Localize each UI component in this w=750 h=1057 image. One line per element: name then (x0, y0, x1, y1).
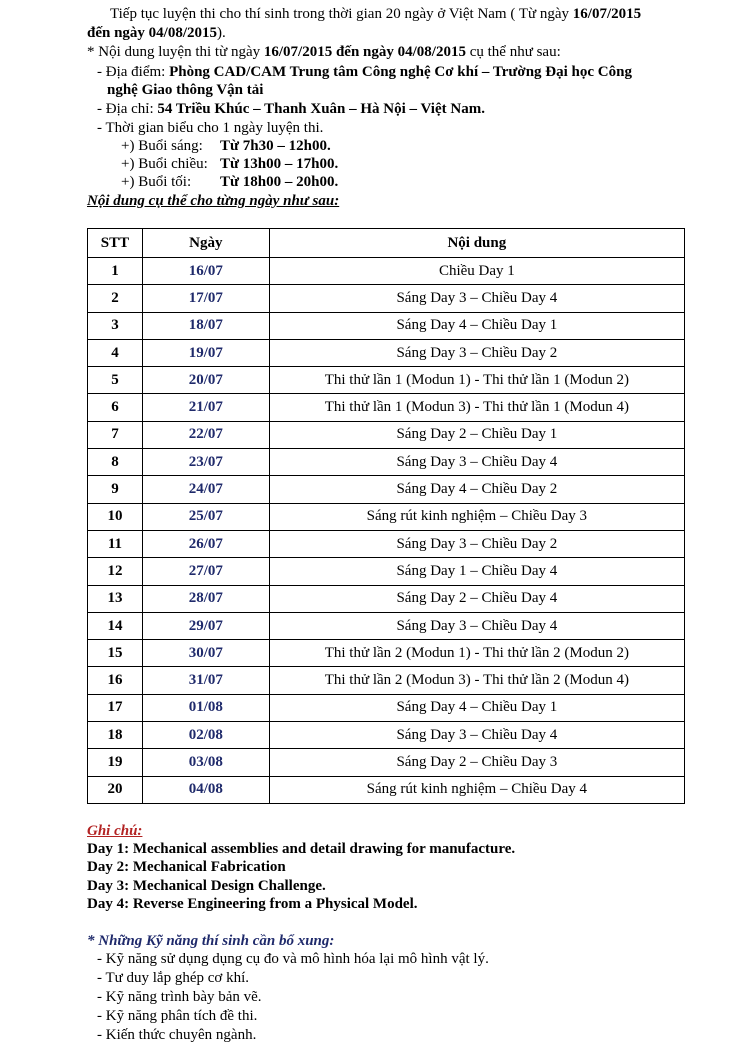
row-content: Thi thử lần 2 (Modun 1) - Thi thử lần 2 (Modun 2) (269, 640, 684, 667)
row-content: Sáng rút kinh nghiệm – Chiều Day 4 (269, 776, 684, 803)
row-content: Thi thử lần 2 (Modun 3) - Thi thử lần 2 (Modun 4) (269, 667, 684, 694)
row-content: Sáng Day 4 – Chiều Day 2 (269, 476, 684, 503)
table-row (88, 339, 685, 366)
timetable-title: - Thời gian biểu cho 1 ngày luyện thi. (97, 120, 324, 136)
note-day-3: Day 3: Mechanical Design Challenge. (87, 878, 326, 894)
session-label: +) Buổi sáng: (121, 138, 203, 154)
row-stt: 10 (88, 503, 143, 530)
row-date: 02/08 (142, 722, 269, 749)
skill-item: - Kiến thức chuyên ngành. (97, 1027, 257, 1043)
row-date: 27/07 (142, 558, 269, 585)
row-date: 25/07 (142, 503, 269, 530)
table-row (88, 558, 685, 585)
row-content: Sáng Day 3 – Chiều Day 2 (269, 530, 684, 557)
table-row (88, 394, 685, 421)
row-stt: 9 (88, 476, 143, 503)
row-date: 22/07 (142, 421, 269, 448)
row-content: Thi thử lần 1 (Modun 1) - Thi thử lần 1 (Modun 2) (269, 367, 684, 394)
row-date: 16/07 (142, 258, 269, 285)
row-date: 18/07 (142, 312, 269, 339)
intro-end-date: đến ngày 04/08/2015 (87, 25, 218, 41)
table-row (88, 640, 685, 667)
skill-item: - Kỹ năng phân tích đề thi. (97, 1008, 258, 1024)
row-content: Sáng Day 2 – Chiều Day 4 (269, 585, 684, 612)
note-day-2: Day 2: Mechanical Fabrication (87, 859, 286, 875)
session-afternoon (121, 155, 338, 173)
table-row (88, 421, 685, 448)
row-content: Thi thử lần 1 (Modun 3) - Thi thử lần 1 (Modun 4) (269, 394, 684, 421)
row-stt: 15 (88, 640, 143, 667)
session-morning (121, 137, 331, 155)
skill-item: - Kỹ năng trình bày bản vẽ. (97, 989, 262, 1005)
address-label: - Địa chỉ: (97, 101, 158, 117)
row-stt: 17 (88, 694, 143, 721)
table-row (88, 367, 685, 394)
row-date: 04/08 (142, 776, 269, 803)
row-stt: 20 (88, 776, 143, 803)
session-label: +) Buổi chiều: (121, 156, 208, 172)
row-date: 01/08 (142, 694, 269, 721)
row-content: Sáng rút kinh nghiệm – Chiều Day 3 (269, 503, 684, 530)
location-label: - Địa điểm: (97, 64, 170, 80)
intro-close: ). (217, 25, 226, 41)
schedule-heading: Nội dung cụ thể cho từng ngày như sau: (87, 193, 340, 209)
row-stt: 18 (88, 722, 143, 749)
session-evening (121, 173, 338, 191)
table-row (88, 612, 685, 639)
header-content: Nội dung (269, 229, 684, 258)
row-date: 19/07 (142, 339, 269, 366)
row-date: 28/07 (142, 585, 269, 612)
table-row (88, 285, 685, 312)
schedule-table (87, 228, 685, 804)
row-date: 23/07 (142, 449, 269, 476)
row-stt: 1 (88, 258, 143, 285)
row-date: 03/08 (142, 749, 269, 776)
table-row (88, 476, 685, 503)
row-date: 29/07 (142, 612, 269, 639)
table-row (88, 722, 685, 749)
row-content: Sáng Day 3 – Chiều Day 4 (269, 449, 684, 476)
address (97, 100, 485, 118)
header-stt: STT (88, 229, 143, 258)
intro-line-1 (110, 5, 641, 23)
row-stt: 12 (88, 558, 143, 585)
intro-text: Tiếp tục luyện thi cho thí sinh trong thời gian 20 ngày ở Việt Nam ( Từ ngày (110, 6, 573, 22)
row-content: Sáng Day 3 – Chiều Day 4 (269, 612, 684, 639)
row-stt: 6 (88, 394, 143, 421)
row-stt: 16 (88, 667, 143, 694)
skill-item: - Tư duy lắp ghép cơ khí. (97, 970, 250, 986)
row-date: 17/07 (142, 285, 269, 312)
row-stt: 11 (88, 530, 143, 557)
row-content: Sáng Day 3 – Chiều Day 2 (269, 339, 684, 366)
content-period (87, 43, 561, 61)
location-line-2: nghệ Giao thông Vận tải (107, 82, 264, 98)
skills-heading: * Những Kỹ năng thí sinh cần bổ xung: (87, 933, 335, 949)
table-row (88, 258, 685, 285)
row-stt: 19 (88, 749, 143, 776)
row-stt: 5 (88, 367, 143, 394)
row-date: 20/07 (142, 367, 269, 394)
table-row (88, 667, 685, 694)
table-row (88, 749, 685, 776)
location-line-1 (97, 63, 632, 81)
row-date: 30/07 (142, 640, 269, 667)
note-day-4: Day 4: Reverse Engineering from a Physical Model. (87, 896, 418, 912)
row-stt: 2 (88, 285, 143, 312)
table-row (88, 503, 685, 530)
table-header-row (88, 229, 685, 258)
row-date: 21/07 (142, 394, 269, 421)
row-date: 24/07 (142, 476, 269, 503)
row-content: Sáng Day 2 – Chiều Day 3 (269, 749, 684, 776)
table-row (88, 530, 685, 557)
row-content: Sáng Day 2 – Chiều Day 1 (269, 421, 684, 448)
table-row (88, 694, 685, 721)
row-content: Sáng Day 3 – Chiều Day 4 (269, 722, 684, 749)
table-row (88, 776, 685, 803)
row-stt: 7 (88, 421, 143, 448)
row-content: Chiều Day 1 (269, 258, 684, 285)
location-value-1: Phòng CAD/CAM Trung tâm Công nghệ Cơ khí – Trường Đại học Công (169, 64, 632, 80)
header-date: Ngày (142, 229, 269, 258)
note-day-1: Day 1: Mechanical assemblies and detail drawing for manufacture. (87, 841, 516, 857)
table-row (88, 585, 685, 612)
notes-heading: Ghi chú: (87, 823, 143, 839)
session-time: Từ 18h00 – 20h00. (220, 174, 339, 190)
intro-start-date: 16/07/2015 (572, 6, 642, 22)
row-stt: 8 (88, 449, 143, 476)
row-stt: 14 (88, 612, 143, 639)
row-date: 26/07 (142, 530, 269, 557)
content-period-dates: 16/07/2015 đến ngày 04/08/2015 (263, 44, 466, 60)
row-content: Sáng Day 4 – Chiều Day 1 (269, 312, 684, 339)
row-date: 31/07 (142, 667, 269, 694)
table-row (88, 312, 685, 339)
session-label: +) Buổi tối: (121, 174, 192, 190)
skill-item: - Kỹ năng sử dụng dụng cụ đo và mô hình hóa lại mô hình vật lý. (97, 951, 489, 967)
content-period-pre: * Nội dung luyện thi từ ngày (87, 44, 264, 60)
row-content: Sáng Day 4 – Chiều Day 1 (269, 694, 684, 721)
row-stt: 3 (88, 312, 143, 339)
session-time: Từ 13h00 – 17h00. (220, 156, 339, 172)
row-stt: 13 (88, 585, 143, 612)
table-row (88, 449, 685, 476)
row-stt: 4 (88, 339, 143, 366)
content-period-post: cụ thể như sau: (465, 44, 561, 60)
address-value: 54 Triều Khúc – Thanh Xuân – Hà Nội – Việt Nam. (157, 101, 485, 117)
session-time: Từ 7h30 – 12h00. (220, 138, 331, 154)
row-content: Sáng Day 1 – Chiều Day 4 (269, 558, 684, 585)
intro-line-2 (87, 24, 226, 42)
row-content: Sáng Day 3 – Chiều Day 4 (269, 285, 684, 312)
